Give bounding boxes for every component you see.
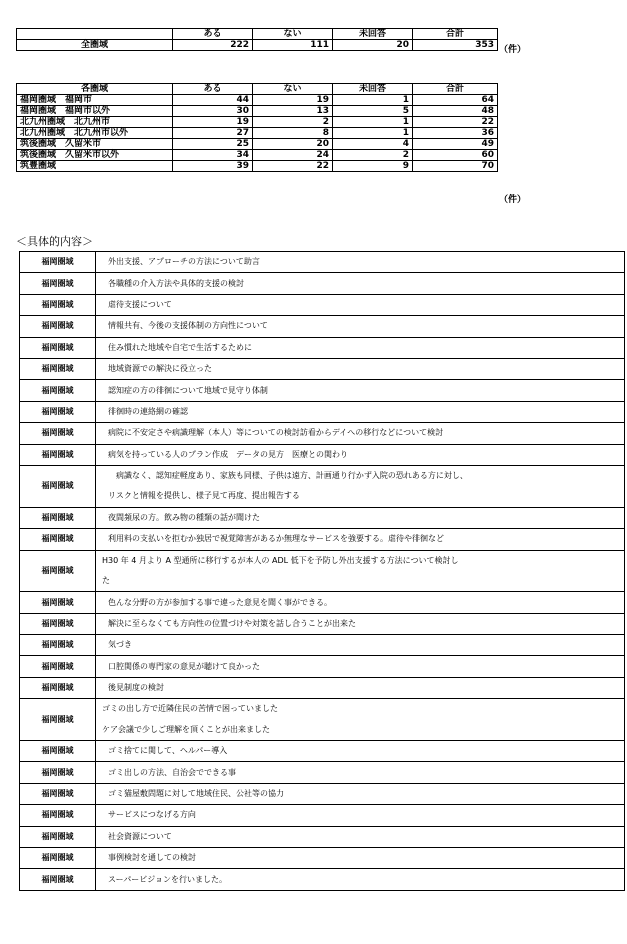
cell-total: 64 — [413, 95, 498, 106]
cell-nai: 2 — [253, 117, 333, 128]
detail-area: 福岡圏域 — [20, 677, 96, 698]
detail-row — [20, 550, 625, 592]
header-cell: ない — [253, 29, 333, 40]
detail-text: 住み慣れた地域や自宅で生活するために — [96, 337, 625, 358]
cell-nai: 24 — [253, 150, 333, 161]
cell-mikaitou: 1 — [333, 128, 413, 139]
cell-aru: 25 — [173, 139, 253, 150]
detail-text-line: 病識なく、認知症軽度あり、家族も同様、子供は遠方、計画通り行かず入院の恐れある方に対し、 — [116, 470, 468, 480]
detail-text: 解決に至らなくても方向性の位置づけや対策を話し合うことが出来た — [96, 613, 625, 634]
unit-label: （件） — [499, 45, 527, 55]
detail-row — [20, 252, 625, 273]
row-label: 福岡圏域 福岡市以外 — [17, 106, 173, 117]
detail-area: 福岡圏域 — [20, 741, 96, 762]
cell-total: 22 — [413, 117, 498, 128]
cell-total: 49 — [413, 139, 498, 150]
detail-text: サービスにつなげる方向 — [96, 805, 625, 826]
detail-area: 福岡圏域 — [20, 635, 96, 656]
detail-row — [20, 592, 625, 613]
cell-aru: 34 — [173, 150, 253, 161]
cell-mikaitou: 20 — [333, 40, 413, 51]
detail-text: 利用料の支払いを拒むか独居で視覚障害があるか無理なサービスを強要する。虐待や徘徊など — [96, 529, 625, 550]
detail-row — [20, 444, 625, 465]
detail-row — [20, 805, 625, 826]
table-row — [17, 95, 498, 106]
detail-row — [20, 635, 625, 656]
detail-area: 福岡圏域 — [20, 423, 96, 444]
cell-nai: 13 — [253, 106, 333, 117]
row-label: 全圏域 — [17, 40, 173, 51]
detail-row — [20, 401, 625, 422]
detail-row — [20, 294, 625, 315]
cell-total: 60 — [413, 150, 498, 161]
detail-area: 福岡圏域 — [20, 294, 96, 315]
detail-text: スーパービジョンを行いました。 — [96, 869, 625, 890]
detail-text: ゴミ猫屋敷問題に対して地域住民、公社等の協力 — [96, 783, 625, 804]
detail-row — [20, 741, 625, 762]
detail-area: 福岡圏域 — [20, 401, 96, 422]
detail-text-line: H30 年 4 月より A 型通所に移行するが本人の ADL 低下を予防し外出支援する方法について検討し — [102, 555, 459, 565]
detail-row — [20, 677, 625, 698]
cell-nai: 111 — [253, 40, 333, 51]
cell-aru: 222 — [173, 40, 253, 51]
detail-row — [20, 465, 625, 507]
header-cell: 未回答 — [333, 84, 413, 95]
detail-row — [20, 762, 625, 783]
cell-total: 48 — [413, 106, 498, 117]
cell-mikaitou: 2 — [333, 150, 413, 161]
detail-text: 地域資源での解決に役立った — [96, 358, 625, 379]
detail-text: 後見制度の検討 — [96, 677, 625, 698]
cell-total: 36 — [413, 128, 498, 139]
detail-area: 福岡圏域 — [20, 592, 96, 613]
detail-text-line: ゴミの出し方で近隣住民の苦情で困っていました — [102, 704, 278, 714]
row-label: 北九州圏域 北九州市以外 — [17, 128, 173, 139]
detail-text: 社会資源について — [96, 826, 625, 847]
detail-text: 事例検討を通しての検討 — [96, 848, 625, 869]
detail-row — [20, 358, 625, 379]
detail-text — [96, 465, 625, 507]
table-row — [17, 150, 498, 161]
cell-mikaitou: 9 — [333, 161, 413, 172]
row-label: 筑豊圏域 — [17, 161, 173, 172]
detail-area: 福岡圏域 — [20, 826, 96, 847]
detail-area: 福岡圏域 — [20, 358, 96, 379]
table-row — [17, 128, 498, 139]
detail-area: 福岡圏域 — [20, 507, 96, 528]
detail-area: 福岡圏域 — [20, 762, 96, 783]
cell-nai: 20 — [253, 139, 333, 150]
detail-area: 福岡圏域 — [20, 613, 96, 634]
detail-area: 福岡圏域 — [20, 316, 96, 337]
detail-area: 福岡圏域 — [20, 848, 96, 869]
detail-text: 夜間頻尿の方。飲み物の種類の話が聞けた — [96, 507, 625, 528]
detail-text: 虐待支援について — [96, 294, 625, 315]
detail-row — [20, 613, 625, 634]
header-cell: 未回答 — [333, 29, 413, 40]
row-label: 筑後圏域 久留米市以外 — [17, 150, 173, 161]
detail-text: 口腔関係の専門家の意見が聴けて良かった — [96, 656, 625, 677]
detail-text: 病院に不安定さや病識理解（本人）等についての検討訪看からデイへの移行などについて検討 — [96, 423, 625, 444]
table-row — [17, 161, 498, 172]
summary-table-all — [16, 28, 498, 51]
detail-row — [20, 423, 625, 444]
header-cell — [17, 29, 173, 40]
detail-area: 福岡圏域 — [20, 869, 96, 890]
row-label: 福岡圏域 福岡市 — [17, 95, 173, 106]
table-row — [17, 40, 498, 51]
cell-aru: 44 — [173, 95, 253, 106]
detail-text: ゴミ出しの方法、自治会でできる事 — [96, 762, 625, 783]
header-cell: 合計 — [413, 29, 498, 40]
detail-text: 各職種の介入方法や具体的支援の検討 — [96, 273, 625, 294]
detail-row — [20, 869, 625, 890]
detail-row — [20, 337, 625, 358]
detail-text: ゴミ捨てに関して、ヘルパー導入 — [96, 741, 625, 762]
detail-row — [20, 316, 625, 337]
table-header-row — [17, 84, 498, 95]
detail-row — [20, 273, 625, 294]
section-title: ＜具体的内容＞ — [16, 235, 93, 248]
detail-text: 認知症の方の徘徊について地域で見守り体制 — [96, 380, 625, 401]
detail-area: 福岡圏域 — [20, 699, 96, 741]
detail-area: 福岡圏域 — [20, 783, 96, 804]
detail-area: 福岡圏域 — [20, 380, 96, 401]
detail-text — [96, 699, 625, 741]
detail-area: 福岡圏域 — [20, 444, 96, 465]
detail-area: 福岡圏域 — [20, 465, 96, 507]
detail-row — [20, 507, 625, 528]
detail-area: 福岡圏域 — [20, 337, 96, 358]
detail-row — [20, 529, 625, 550]
cell-mikaitou: 1 — [333, 95, 413, 106]
detail-row — [20, 848, 625, 869]
detail-area: 福岡圏域 — [20, 805, 96, 826]
table-header-row — [17, 29, 498, 40]
detail-area: 福岡圏域 — [20, 273, 96, 294]
header-cell: ある — [173, 29, 253, 40]
detail-text: 外出支援、アプローチの方法について助言 — [96, 252, 625, 273]
detail-text: 色んな分野の方が参加する事で違った意見を聞く事ができる。 — [96, 592, 625, 613]
row-label: 北九州圏域 北九州市 — [17, 117, 173, 128]
detail-text: 徘徊時の連絡網の確認 — [96, 401, 625, 422]
header-cell: ない — [253, 84, 333, 95]
table-row — [17, 106, 498, 117]
cell-aru: 27 — [173, 128, 253, 139]
cell-total: 70 — [413, 161, 498, 172]
header-cell: ある — [173, 84, 253, 95]
detail-text: 気づき — [96, 635, 625, 656]
detail-area: 福岡圏域 — [20, 529, 96, 550]
cell-nai: 22 — [253, 161, 333, 172]
table-row — [17, 139, 498, 150]
detail-row — [20, 826, 625, 847]
cell-nai: 8 — [253, 128, 333, 139]
detail-text-line: リスクと情報を提供し、様子見て再度、提出報告する — [108, 491, 300, 501]
detail-row — [20, 699, 625, 741]
detail-area: 福岡圏域 — [20, 550, 96, 592]
summary-table-regions — [16, 83, 498, 172]
detail-row — [20, 380, 625, 401]
details-table — [19, 251, 625, 891]
unit-label: （件） — [499, 195, 527, 205]
row-label: 筑後圏域 久留米市 — [17, 139, 173, 150]
cell-aru: 39 — [173, 161, 253, 172]
cell-mikaitou: 4 — [333, 139, 413, 150]
cell-aru: 30 — [173, 106, 253, 117]
cell-nai: 19 — [253, 95, 333, 106]
detail-area: 福岡圏域 — [20, 656, 96, 677]
header-cell: 合計 — [413, 84, 498, 95]
cell-mikaitou: 1 — [333, 117, 413, 128]
detail-text-line: ケア会議で少しご理解を頂くことが出来ました — [102, 724, 270, 734]
header-cell: 各圏域 — [17, 84, 173, 95]
cell-mikaitou: 5 — [333, 106, 413, 117]
cell-aru: 19 — [173, 117, 253, 128]
detail-text — [96, 550, 625, 592]
detail-row — [20, 656, 625, 677]
detail-row — [20, 783, 625, 804]
detail-text-line: た — [102, 575, 110, 585]
detail-area: 福岡圏域 — [20, 252, 96, 273]
table-row — [17, 117, 498, 128]
detail-text: 病気を持っている人のプラン作成 データの見方 医療との関わり — [96, 444, 625, 465]
cell-total: 353 — [413, 40, 498, 51]
detail-text: 情報共有、今後の支援体制の方向性について — [96, 316, 625, 337]
